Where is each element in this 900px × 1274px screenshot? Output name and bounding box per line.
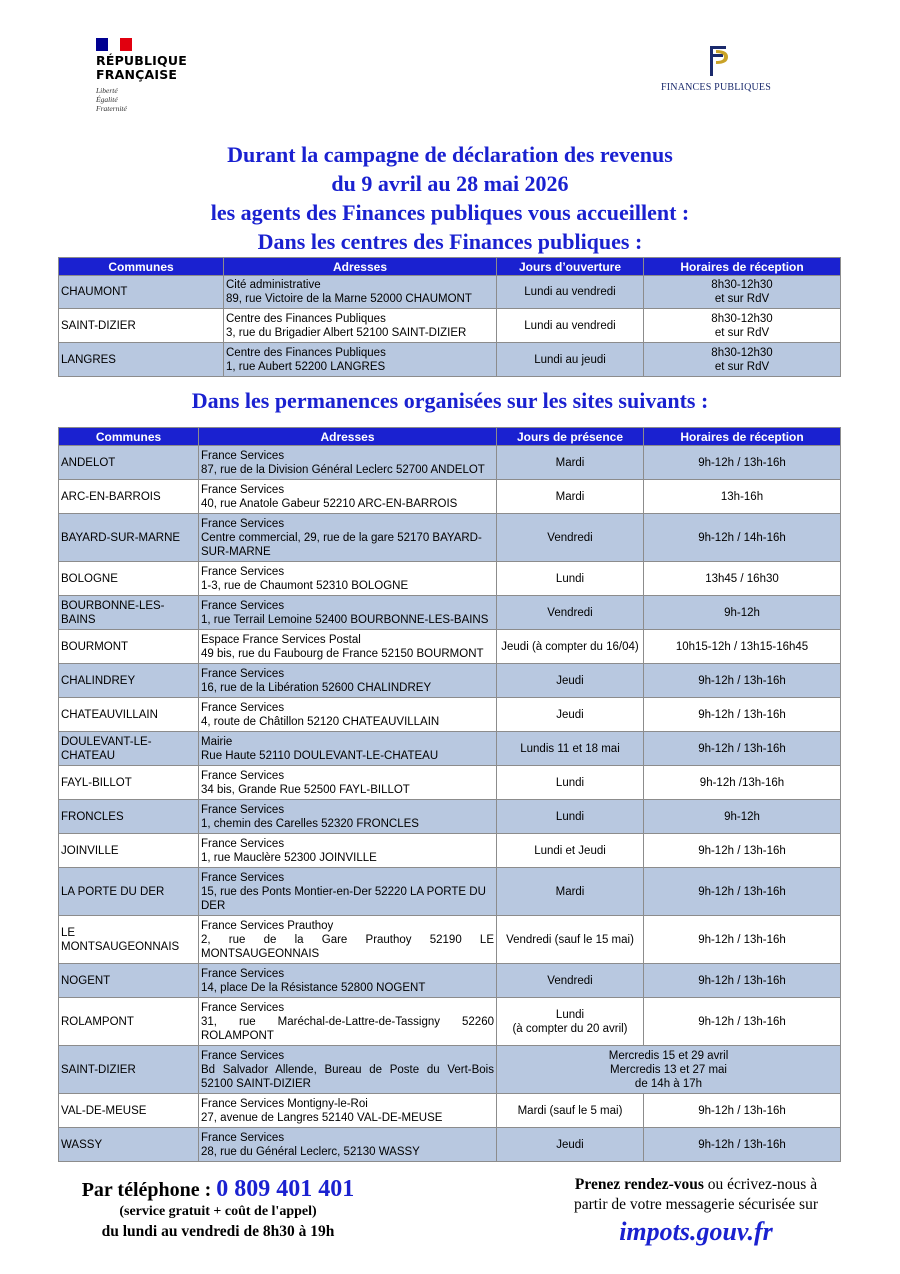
table-row: ROLAMPONT France Services 31, rue Maréchal-de-Lattre-de-Tassigny 52260 ROLAMPONT Lundi (à compter du 20 avril) 9h-12h / 13h-16h xyxy=(59,998,841,1046)
marianne-flag-icon xyxy=(96,38,132,51)
table-row: LE MONTSAUGEONNAIS France Services Prauthoy 2, rue de la Gare Prauthoy 52190 LE MONTSAUGEONNAIS Vendredi (sauf le 15 mai) 9h-12h / 13h-16h xyxy=(59,916,841,964)
table-row: BOLOGNE France Services 1-3, rue de Chaumont 52310 BOLOGNE Lundi 13h45 / 16h30 xyxy=(59,562,841,596)
table-row: WASSY France Services 28, rue du Général Leclerc, 52130 WASSY Jeudi 9h-12h / 13h-16h xyxy=(59,1128,841,1162)
table-header: Communes Adresses Jours de présence Horaires de réception xyxy=(59,428,841,446)
table-row: JOINVILLE France Services 1, rue Mauclère 52300 JOINVILLE Lundi et Jeudi 9h-12h / 13h-16h xyxy=(59,834,841,868)
table-row: CHATEAUVILLAIN France Services 4, route de Châtillon 52120 CHATEAUVILLAIN Jeudi 9h-12h / 13h-16h xyxy=(59,698,841,732)
table-row: CHALINDREY France Services 16, rue de la Libération 52600 CHALINDREY Jeudi 9h-12h / 13h-16h xyxy=(59,664,841,698)
rf-motto: Liberté Égalité Fraternité xyxy=(96,86,127,113)
table-row: SAINT-DIZIER Centre des Finances Publiques 3, rue du Brigadier Albert 52100 SAINT-DIZIER Lundi au vendredi 8h30-12h30 et sur RdV xyxy=(59,309,841,343)
phone-contact xyxy=(40,1176,396,1243)
table-row: NOGENT France Services 14, place De la Résistance 52800 NOGENT Vendredi 9h-12h / 13h-16h xyxy=(59,964,841,998)
table-row: ANDELOT France Services 87, rue de la Division Général Leclerc 52700 ANDELOT Mardi 9h-12h / 13h-16h xyxy=(59,446,841,480)
rdv-bold: Prenez rendez-vous xyxy=(574,1176,704,1193)
table-row: ARC-EN-BARROIS France Services 40, rue Anatole Gabeur 52210 ARC-EN-BARROIS Mardi 13h-16h xyxy=(59,480,841,514)
finances-publiques-emblem-icon xyxy=(696,40,736,80)
page-title: Durant la campagne de déclaration des revenus du 9 avril au 28 mai 2026 les agents des Finances publiques vous accueillent : Dans les centres des Finances publiques : xyxy=(210,142,690,254)
finances-publiques-label: FINANCES PUBLIQUES xyxy=(660,82,771,93)
phone-hours: du lundi au vendredi de 8h30 à 19h xyxy=(101,1223,335,1240)
rdv-rest: ou écrivez-nous à xyxy=(703,1176,818,1193)
table-row: SAINT-DIZIER France Services Bd Salvador Allende, Bureau de Poste du Vert-Bois 52100 SAINT-DIZIER Mercredis 15 et 29 avril Mercredis 13 et 27 mai de 14h à 17h xyxy=(59,1046,841,1094)
table-row: LANGRES Centre des Finances Publiques 1, rue Aubert 52200 LANGRES Lundi au jeudi 8h30-12h30 et sur RdV xyxy=(59,343,841,377)
table-row: FAYL-BILLOT France Services 34 bis, Grande Rue 52500 FAYL-BILLOT Lundi 9h-12h /13h-16h xyxy=(59,766,841,800)
table-row: LA PORTE DU DER France Services 15, rue des Ponts Montier-en-Der 52220 LA PORTE DU DER Mardi 9h-12h / 13h-16h xyxy=(59,868,841,916)
finances-publiques-logo xyxy=(646,40,786,100)
table-row: VAL-DE-MEUSE France Services Montigny-le-Roi 27, avenue de Langres 52140 VAL-DE-MEUSE Mardi (sauf le 5 mai) 9h-12h / 13h-16h xyxy=(59,1094,841,1128)
table-row: DOULEVANT-LE-CHATEAU Mairie Rue Haute 52110 DOULEVANT-LE-CHATEAU Lundis 11 et 18 mai 9h-12h / 13h-16h xyxy=(59,732,841,766)
permanences-table xyxy=(58,427,841,1162)
website-link[interactable]: impots.gouv.fr xyxy=(619,1217,773,1246)
phone-cost: (service gratuit + coût de l'appel) xyxy=(119,1204,317,1219)
phone-label: Par téléphone : xyxy=(81,1179,212,1201)
permanences-subtitle: Dans les permanences organisées sur les sites suivants : xyxy=(191,388,709,413)
table-row: FRONCLES France Services 1, chemin des Carelles 52320 FRONCLES Lundi 9h-12h xyxy=(59,800,841,834)
republique-francaise-logo xyxy=(86,30,190,122)
table-row: BOURMONT Espace France Services Postal 49 bis, rue du Faubourg de France 52150 BOURMONT Jeudi (à compter du 16/04) 10h15-12h / 13h15-16h45 xyxy=(59,630,841,664)
centres-table xyxy=(58,257,841,377)
table-row: BOURBONNE-LES-BAINS France Services 1, rue Terrail Lemoine 52400 BOURBONNE-LES-BAINS Vendredi 9h-12h xyxy=(59,596,841,630)
rdv-rest-2: partir de votre messagerie sécurisée sur xyxy=(573,1196,819,1213)
table-row: BAYARD-SUR-MARNE France Services Centre commercial, 29, rue de la gare 52170 BAYARD-SUR-MARNE Vendredi 9h-12h / 14h-16h xyxy=(59,514,841,562)
phone-number[interactable]: 0 809 401 401 xyxy=(216,1176,355,1202)
table-row: CHAUMONT Cité administrative 89, rue Victoire de la Marne 52000 CHAUMONT Lundi au vendredi 8h30-12h30 et sur RdV xyxy=(59,276,841,309)
table-header: Communes Adresses Jours d’ouverture Horaires de réception xyxy=(59,258,841,276)
rf-name: RÉPUBLIQUE FRANÇAISE xyxy=(96,53,187,82)
online-contact xyxy=(548,1175,844,1249)
